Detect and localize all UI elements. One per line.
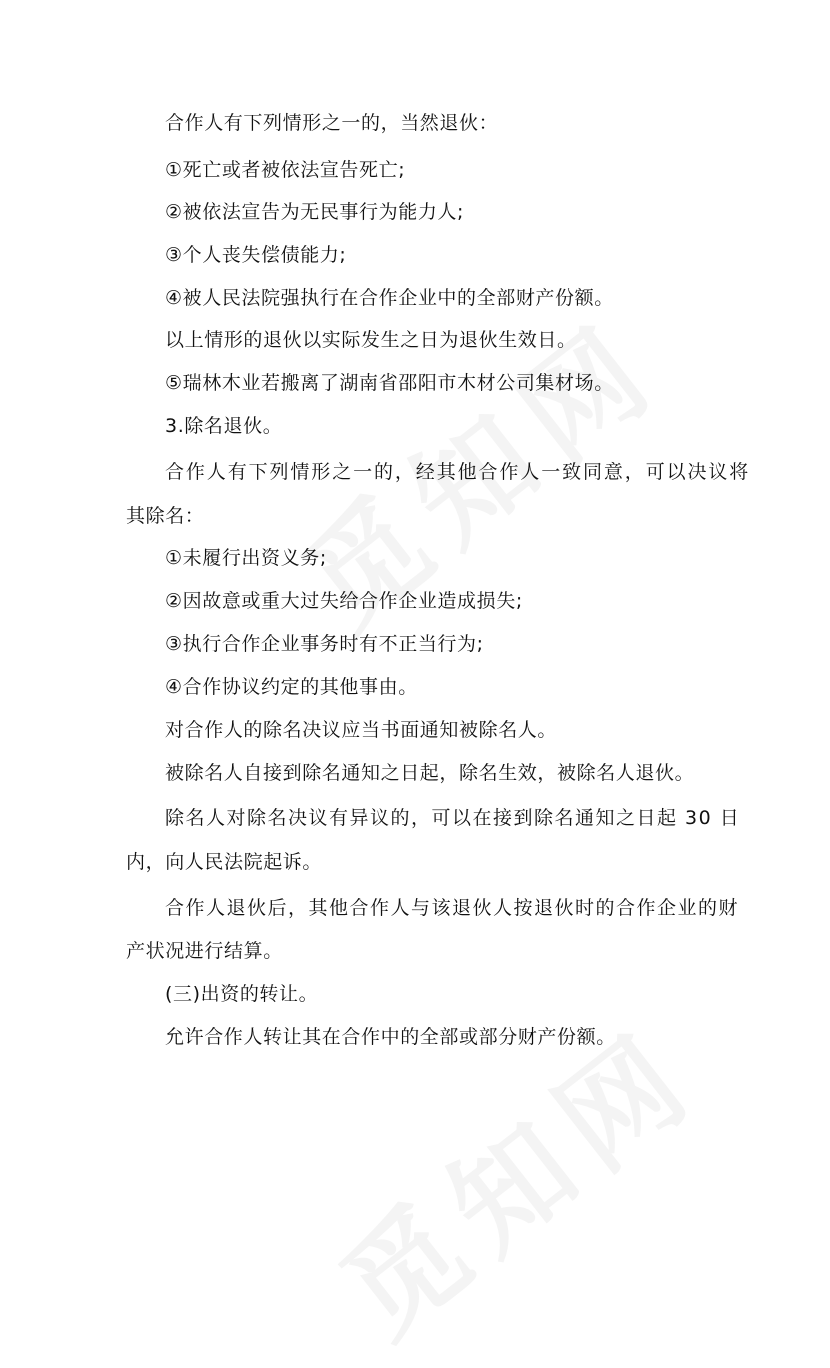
paragraph: 以上情形的退伙以实际发生之日为退伙生效日。 <box>165 329 577 351</box>
list-item: ①死亡或者被依法宣告死亡; <box>165 159 406 181</box>
list-item: ⑤瑞林木业若搬离了湖南省邵阳市木材公司集材场。 <box>165 372 614 394</box>
section-heading: (三)出资的转让。 <box>165 983 319 1005</box>
list-item: ④被人民法院强执行在合作企业中的全部财产份额。 <box>165 287 614 309</box>
paragraph: 对合作人的除名决议应当书面通知被除名人。 <box>165 719 558 741</box>
section-heading: 3.除名退伙。 <box>165 415 283 437</box>
list-item: ③执行合作企业事务时有不正当行为; <box>165 633 484 655</box>
paragraph: 除名人对除名决议有异议的，可以在接到除名通知之日起 30 日 <box>165 807 741 829</box>
paragraph: 合作人退伙后，其他合作人与该退伙人按退伙时的合作企业的财 <box>165 897 740 919</box>
list-item: ③个人丧失偿债能力; <box>165 244 347 266</box>
paragraph: 合作人有下列情形之一的，经其他合作人一致同意，可以决议将 <box>165 461 751 483</box>
list-item: ④合作协议约定的其他事由。 <box>165 676 418 698</box>
paragraph: 允许合作人转让其在合作中的全部或部分财产份额。 <box>165 1026 616 1048</box>
paragraph-continuation: 其除名： <box>126 505 205 527</box>
paragraph: 被除名人自接到除名通知之日起，除名生效，被除名人退伙。 <box>165 762 695 784</box>
list-item: ②因故意或重大过失给合作企业造成损失; <box>165 590 523 612</box>
list-item: ②被依法宣告为无民事行为能力人; <box>165 201 465 223</box>
paragraph-continuation: 产状况进行结算。 <box>126 940 283 962</box>
paragraph: 合作人有下列情形之一的，当然退伙： <box>165 112 499 134</box>
list-item: ①未履行出资义务; <box>165 547 327 569</box>
paragraph-continuation: 内，向人民法院起诉。 <box>126 851 323 873</box>
